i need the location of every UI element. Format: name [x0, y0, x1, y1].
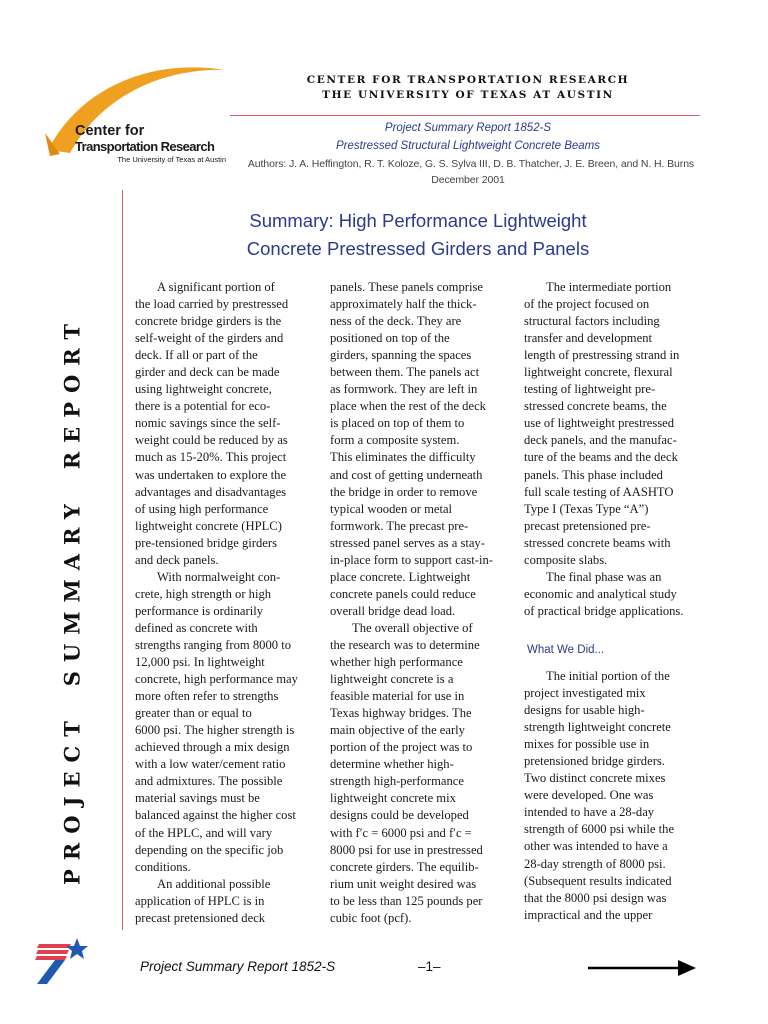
text-line: The final phase was an [546, 569, 662, 584]
footer-report: Project Summary Report 1852-S [140, 959, 336, 974]
page-number: –1– [418, 959, 441, 974]
text-line: place concrete. Lightweight [330, 569, 471, 584]
text-line: with a low water/cement ratio [135, 757, 286, 772]
margin-rule [122, 190, 123, 930]
text-line: performance is ordinarily [135, 603, 263, 618]
text-line: positioned on top of the [330, 331, 450, 346]
text-line: and deck panels. [135, 552, 219, 567]
text-line: composite slabs. [524, 552, 608, 567]
text-line: lightweight concrete, flexural [524, 365, 673, 380]
text-line: depending on the specific job [135, 842, 284, 857]
text-line: balanced against the higher cost [135, 808, 296, 823]
text-line: whether high performance [330, 655, 463, 670]
arrow-right-icon[interactable] [588, 958, 698, 978]
text-line: stressed concrete beams with [524, 535, 671, 550]
text-line: concrete panels could reduce [330, 586, 476, 601]
text-line: overall bridge dead load. [330, 603, 456, 618]
logo-line-2: Transportation Research [75, 139, 215, 154]
text-line: strengths ranging from 8000 to [135, 637, 292, 652]
banner-word: PROJECT [59, 712, 85, 885]
text-line: of the project focused on [524, 297, 650, 312]
text-line: concrete, high performance may [135, 672, 298, 687]
text-line: ture of the beams and the deck [524, 450, 678, 465]
text-line: weight could be reduced by as [135, 433, 288, 448]
text-line: ness of the deck. They are [330, 314, 462, 329]
text-line: more often refer to strengths [135, 689, 279, 704]
text-line: The initial portion of the [546, 669, 670, 683]
report-date: December 2001 [431, 174, 505, 186]
text-line: Type I (Texas Type “A”) [524, 501, 649, 516]
text-line: deck panels, and the manufac- [524, 433, 677, 448]
text-line: were developed. One was [524, 788, 654, 803]
university-name: THE UNIVERSITY OF TEXAS AT AUSTIN [322, 89, 614, 101]
text-line: and cost of getting underneath [330, 467, 483, 482]
text-line: 6000 psi. The higher strength is [135, 723, 295, 738]
text-line: other was intended to have a [524, 839, 668, 854]
text-line: typical wooden or metal [330, 501, 453, 516]
text-line: transfer and development [524, 331, 652, 346]
text-line: intended to have a 28-day [524, 805, 655, 820]
text-line: strength lightweight concrete [524, 720, 671, 735]
side-banner [60, 315, 85, 885]
text-line: between them. The panels act [330, 365, 480, 380]
text-line: The intermediate portion [546, 280, 672, 294]
text-line: determine whether high- [330, 757, 454, 772]
text-line: concrete bridge girders is the [135, 314, 282, 329]
text-line: main objective of the early [330, 723, 465, 738]
text-line: With normalweight con- [157, 569, 281, 584]
text-line: that the 8000 psi design was [524, 890, 667, 905]
header-divider [230, 115, 700, 116]
text-line: using lightweight concrete, [135, 382, 272, 397]
text-line: length of prestressing strand in [524, 348, 680, 363]
text-line: stressed panel serves as a stay- [330, 535, 485, 550]
text-line: strength of 6000 psi while the [524, 822, 675, 837]
text-column-2 [330, 279, 493, 927]
text-line: precast pretensioned pre- [524, 518, 651, 533]
report-title: Prestressed Structural Lightweight Concrete Beams [336, 140, 600, 152]
text-line: girder and deck can be made [135, 365, 280, 380]
text-line: panels. This phase included [524, 467, 663, 482]
text-line: material savings must be [135, 791, 260, 806]
text-line: mixes for possible use in [524, 737, 650, 752]
text-line: application of HPLC is in [135, 893, 265, 908]
text-line: nomic savings since the self- [135, 416, 281, 431]
text-line: pre-tensioned bridge girders [135, 535, 277, 550]
text-line: of using high performance [135, 501, 269, 516]
text-line: deck. If all or part of the [135, 348, 258, 363]
text-line: lightweight concrete is a [330, 672, 454, 687]
text-column-3-continued [524, 668, 674, 924]
section-heading: What We Did... [527, 644, 605, 656]
text-line: rium unit weight desired was [330, 876, 477, 891]
text-line: lightweight concrete (HPLC) [135, 518, 282, 533]
text-line: formwork. The precast pre- [330, 518, 469, 533]
text-line: approximately half the thick- [330, 297, 477, 312]
text-line: use of lightweight prestressed [524, 416, 675, 431]
text-line: project investigated mix [524, 686, 646, 701]
text-column-3 [524, 279, 683, 620]
text-line: feasible material for use in [330, 689, 465, 704]
text-line: pretensioned bridge girders. [524, 754, 665, 769]
text-line: as formwork. They are left in [330, 382, 478, 397]
text-line: in-place form to support cast-in- [330, 552, 493, 567]
text-line: place when the rest of the deck [330, 399, 486, 414]
text-line: structural factors including [524, 314, 660, 329]
org-name: CENTER FOR TRANSPORTATION RESEARCH [306, 74, 630, 86]
text-line: achieved through a mix design [135, 740, 290, 755]
banner-word: SUMMARY [59, 495, 85, 687]
text-line: economic and analytical study [524, 586, 677, 601]
text-line: testing of lightweight pre- [524, 382, 656, 397]
text-line: is placed on top of them to [330, 416, 465, 431]
text-column-1 [135, 279, 298, 927]
text-line: of practical bridge applications. [524, 603, 684, 618]
text-line: The overall objective of [352, 620, 473, 635]
text-line: precast pretensioned deck [135, 910, 266, 925]
text-line: An additional possible [157, 876, 271, 891]
text-line: to be less than 125 pounds per [330, 893, 483, 908]
text-line: impractical and the upper [524, 907, 653, 922]
text-line: defined as concrete with [135, 620, 258, 635]
text-line: crete, high strength or high [135, 586, 272, 601]
logo-line-1: Center for [75, 123, 145, 139]
text-line: 12,000 psi. In lightweight [135, 655, 265, 670]
text-line: greater than or equal to [135, 706, 252, 721]
text-line: designs could be developed [330, 808, 469, 823]
text-line: portion of the project was to [330, 740, 473, 755]
text-line: A significant portion of [157, 280, 275, 294]
text-line: Two distinct concrete mixes [524, 771, 666, 786]
text-line: was undertaken to explore the [135, 467, 287, 482]
text-line: strength high-performance [330, 774, 464, 789]
summary-title-line-2: Concrete Prestressed Girders and Panels [246, 238, 590, 259]
text-line: conditions. [135, 859, 191, 874]
text-line: full scale testing of AASHTO [524, 484, 674, 499]
text-line: the bridge in order to remove [330, 484, 478, 499]
text-line: cubic foot (pcf). [330, 910, 412, 925]
text-line: 8000 psi for use in prestressed [330, 842, 483, 857]
text-line: advantages and disadvantages [135, 484, 287, 499]
summary-title-line-1: Summary: High Performance Lightweight [249, 210, 587, 231]
text-line: self-weight of the girders and [135, 331, 284, 346]
text-line: of the HPLC, and will vary [135, 825, 273, 840]
text-line: 28-day strength of 8000 psi. [524, 856, 666, 871]
text-line: lightweight concrete mix [330, 791, 456, 806]
authors: Authors: J. A. Heffington, R. T. Koloze, G. S. Sylva III, D. B. Thatcher, J. E. Breen, and N. H. Burns [247, 158, 695, 170]
text-line: the research was to determine [330, 637, 480, 652]
txdot-logo-icon [33, 938, 91, 986]
text-line: the load carried by prestressed [135, 297, 289, 312]
text-line: stressed concrete beams, the [524, 399, 667, 414]
text-line: much as 15-20%. This project [135, 450, 287, 465]
text-line: girders, spanning the spaces [330, 348, 472, 363]
text-line: there is a potential for eco- [135, 399, 271, 414]
text-line: Texas highway bridges. The [330, 706, 472, 721]
text-line: panels. These panels comprise [330, 280, 483, 294]
text-line: form a composite system. [330, 433, 460, 448]
text-line: and admixtures. The possible [135, 774, 283, 789]
banner-word: REPORT [59, 315, 85, 470]
text-line: with f′c = 6000 psi and f′c = [330, 825, 472, 840]
logo-line-3: The University of Texas at Austin [117, 155, 226, 164]
text-line: (Subsequent results indicated [524, 873, 672, 888]
text-line: This eliminates the difficulty [330, 450, 476, 465]
text-line: concrete girders. The equilib- [330, 859, 479, 874]
text-line: designs for usable high- [524, 703, 645, 718]
report-number: Project Summary Report 1852-S [384, 122, 552, 134]
